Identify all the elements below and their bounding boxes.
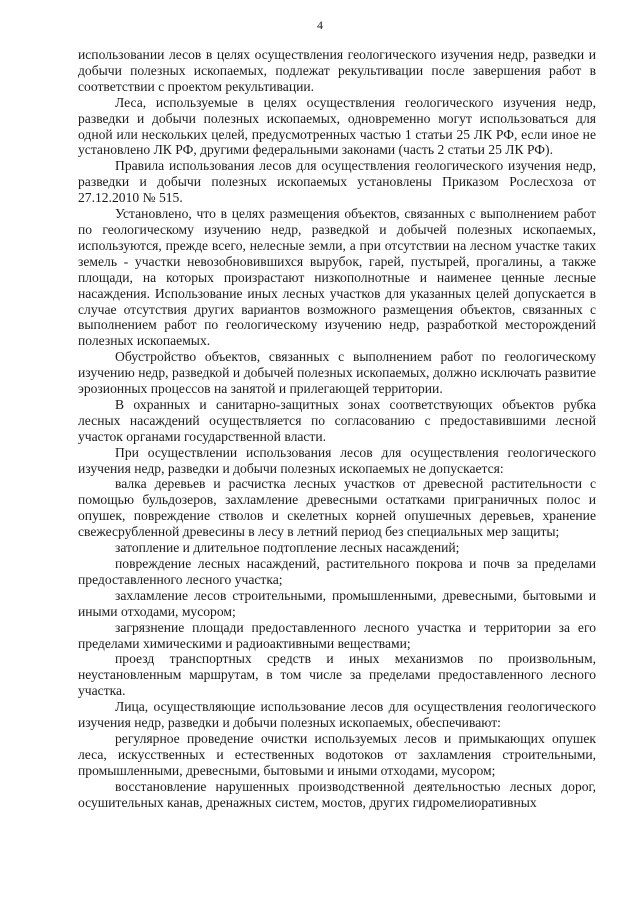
paragraph: В охранных и санитарно-защитных зонах соответствующих объектов рубка лесных насаждений осуществляется по согласованию с предоставившими лесной участок органами государственной власти.	[78, 396, 596, 444]
list-item: восстановление нарушенных производственной деятельностью лесных дорог, осушительных канав, дренажных систем, мостов, других гидромелиоративных	[78, 778, 596, 810]
paragraph: Обустройство объектов, связанных с выполнением работ по геологическому изучению недр, разведкой и добычей полезных ископаемых, должно исключать развитие эрозионных процессов на занятой и прилегающей территории.	[78, 349, 596, 397]
paragraph: Лица, осуществляющие использование лесов для осуществления геологического изучения недр, разведки и добычи полезных ископаемых, обеспечивают:	[78, 699, 596, 731]
list-item: валка деревьев и расчистка лесных участков от древесной растительности с помощью бульдозеров, захламление древесными остатками приграничных полос и опушек, повреждение стволов и скелетных корней опушечных деревьев, хранение свежесрубленной древесины в лесу в летний период без специальных мер защиты;	[78, 476, 596, 540]
list-item: проезд транспортных средств и иных механизмов по произвольным, неустановленным маршрутам, в том числе за пределами предоставленного лесного участка.	[78, 651, 596, 699]
paragraph: При осуществлении использования лесов для осуществления геологического изучения недр, разведки и добычи полезных ископаемых не допускается:	[78, 444, 596, 476]
paragraph: Леса, используемые в целях осуществления геологического изучения недр, разведки и добычи полезных ископаемых, одновременно могут использоваться для одной или нескольких целей, предусмотренных частью 1 статьи 25 ЛК РФ, если иное не установлено ЛК РФ, другими федеральными законами (часть 2 статьи 25 ЛК РФ).	[78, 94, 596, 158]
list-item: захламление лесов строительными, промышленными, древесными, бытовыми и иными отходами, мусором;	[78, 587, 596, 619]
body-text	[78, 47, 596, 811]
paragraph: Установлено, что в целях размещения объектов, связанных с выполнением работ по геологическому изучению недр, разведкой и добычей полезных ископаемых, используются, прежде всего, нелесные земли, а при отсутствии на лесном участке таких земель - участки невозобновившихся вырубок, гарей, пустырей, прогалины, а также площади, на которых произрастают низкополнотные и наименее ценные лесные насаждения. Использование иных лесных участков для указанных целей допускается в случае отсутствия других вариантов возможного размещения объектов, связанных с выполнением работ по геологическому изучению недр, разработкой месторождений полезных ископаемых.	[78, 206, 596, 349]
list-item: повреждение лесных насаждений, растительного покрова и почв за пределами предоставленного лесного участка;	[78, 556, 596, 587]
list-item: загрязнение площади предоставленного лесного участка и территории за его пределами химическими и радиоактивными веществами;	[78, 619, 596, 651]
page-number: 4	[317, 18, 323, 32]
paragraph: Правила использования лесов для осуществления геологического изучения недр, разведки и добычи полезных ископаемых установлены Приказом Рослесхоза от 27.12.2010 № 515.	[78, 158, 596, 206]
paragraph: использовании лесов в целях осуществления геологического изучения недр, разведки и добычи полезных ископаемых, подлежат рекультивации после завершения работ в соответствии с проектом рекультивации.	[78, 47, 596, 94]
list-item: регулярное проведение очистки используемых лесов и примыкающих опушек леса, искусственных и естественных водотоков от захламления строительными, промышленными, древесными, бытовыми и иными отходами, мусором;	[78, 730, 596, 778]
list-item: затопление и длительное подтопление лесных насаждений;	[115, 540, 460, 556]
